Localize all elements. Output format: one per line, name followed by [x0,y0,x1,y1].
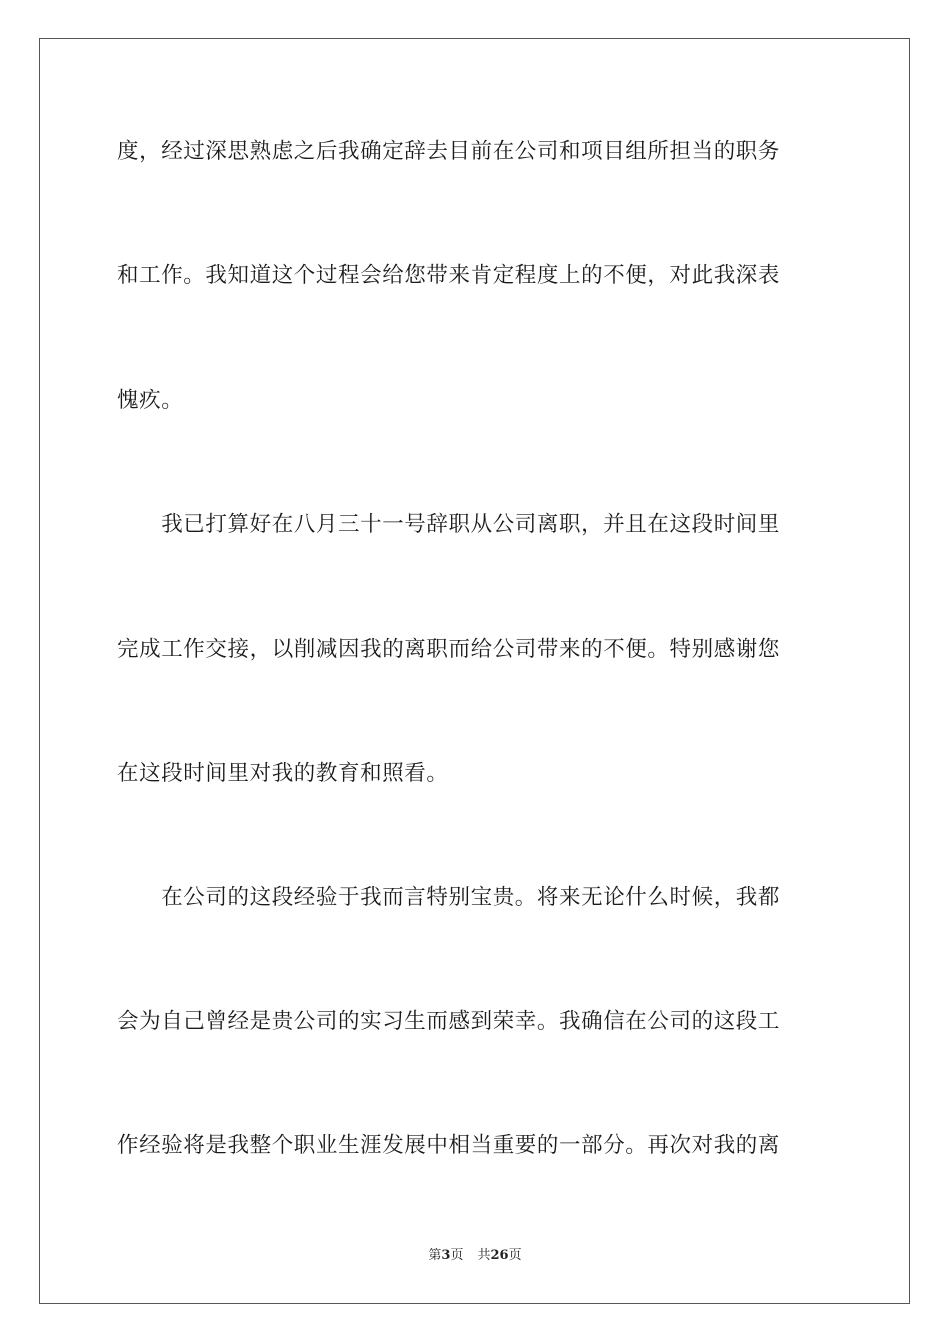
paragraph-line: 作经验将是我整个职业生涯发展中相当重要的一部分。再次对我的离 [117,1133,781,1158]
paragraph-line: 愧疚。 [117,388,184,413]
paragraph-line: 和工作。我知道这个过程会给您带来肯定程度上的不便，对此我深表 [117,263,781,288]
paragraph-line: 我已打算好在八月三十一号辞职从公司离职，并且在这段时间里 [117,512,781,537]
total-pages: 26 [490,1248,509,1263]
page-border [39,38,910,1304]
total-prefix: 共 [477,1248,491,1263]
paragraph-line: 在公司的这段经验于我而言特别宝贵。将来无论什么时候，我都 [117,885,781,910]
page-number: 3 [441,1248,451,1263]
paragraph-line: 会为自己曾经是贵公司的实习生而感到荣幸。我确信在公司的这段工 [117,1009,781,1034]
page-unit: 页 [450,1248,464,1263]
page-prefix: 第 [428,1248,442,1263]
page-footer [0,1247,950,1265]
paragraph-line: 在这段时间里对我的教育和照看。 [117,761,449,786]
paragraph-line: 完成工作交接，以削减因我的离职而给公司带来的不便。特别感谢您 [117,637,781,662]
total-unit: 页 [508,1248,522,1263]
paragraph-line: 度，经过深思熟虑之后我确定辞去目前在公司和项目组所担当的职务 [117,139,781,164]
